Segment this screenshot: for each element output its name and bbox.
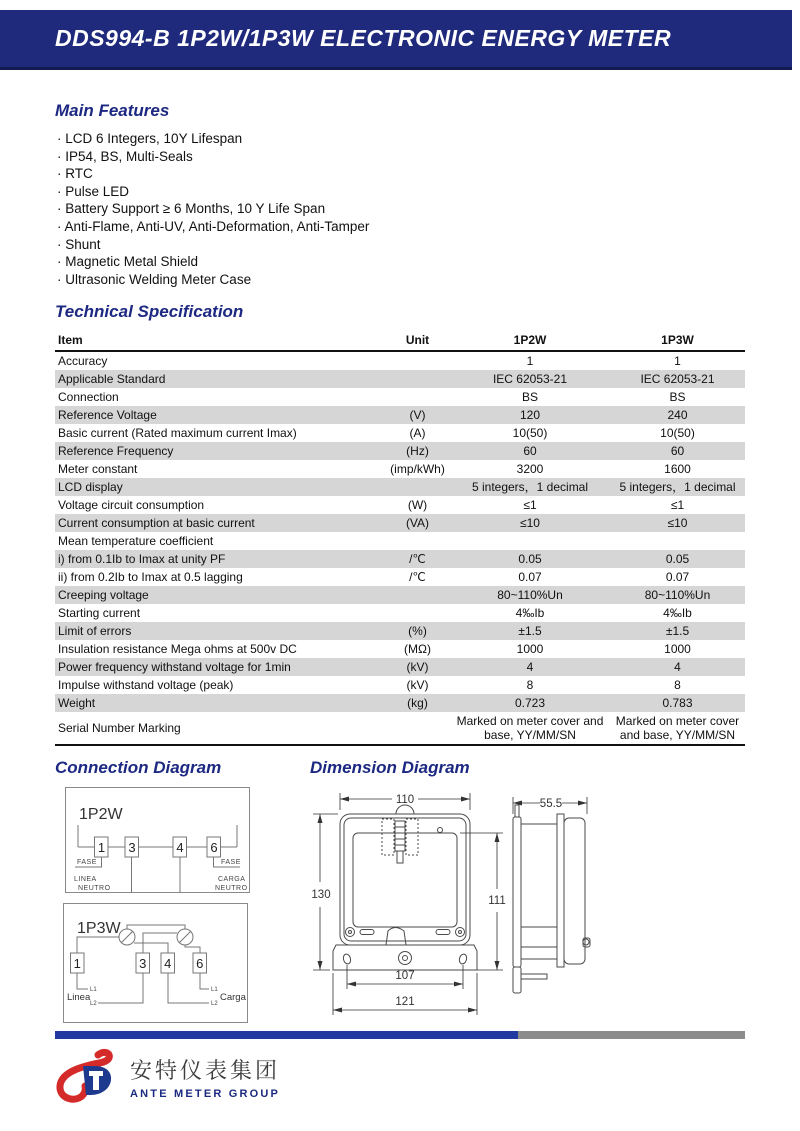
cell-unit — [385, 478, 450, 496]
svg-text:FASE: FASE — [221, 859, 241, 866]
svg-text:4: 4 — [176, 840, 184, 855]
cell-item: Reference Voltage — [58, 407, 157, 422]
cell-1p3w: 0.783 — [662, 695, 693, 710]
table-row — [55, 406, 745, 424]
cell-unit: /℃ — [409, 551, 426, 566]
table-row — [55, 351, 745, 370]
dimension-diagram — [300, 777, 780, 1019]
svg-text:6: 6 — [196, 956, 204, 971]
cell-item: Limit of errors — [58, 623, 132, 638]
table-row — [55, 676, 745, 694]
svg-text:L1: L1 — [90, 987, 97, 993]
cell-1p2w: 80~110%Un — [497, 587, 563, 602]
cell-1p3w: 4 — [674, 659, 681, 674]
dim-holes-107: 107 — [395, 970, 415, 982]
cell-1p2w: 4 — [526, 659, 534, 674]
cell-1p2w: 1 — [526, 353, 534, 368]
dim-width-110: 110 — [395, 794, 415, 806]
cell-1p3w: IEC 62053-21 — [640, 371, 715, 386]
cell-unit: (A) — [409, 425, 426, 440]
cell-1p3w: 4‰Ib — [663, 605, 692, 620]
cell-1p3w: 1000 — [664, 641, 691, 656]
cell-item: Voltage circuit consumption — [58, 497, 205, 512]
divider-gray-segment — [518, 1031, 745, 1039]
svg-text:3: 3 — [139, 956, 147, 971]
footer-divider — [55, 1031, 745, 1039]
cell-1p3w: ≤10 — [667, 515, 688, 530]
table-row — [55, 712, 745, 745]
col-header-1p2w: 1P2W — [450, 330, 610, 351]
cell-1p3w: 60 — [670, 443, 685, 458]
cell-1p2w: IEC 62053-21 — [492, 371, 568, 386]
table-row — [55, 478, 745, 496]
cell-unit: (Hz) — [406, 443, 429, 458]
cell-unit: (W) — [407, 497, 428, 512]
cell-1p3w: 1 — [674, 353, 681, 368]
table-row — [55, 460, 745, 478]
cell-1p3w: 1600 — [664, 461, 691, 476]
meter-front-view — [333, 805, 477, 970]
cell-unit: (MΩ) — [404, 641, 431, 656]
cell-1p3w: 0.07 — [665, 569, 690, 584]
title-bar — [0, 10, 792, 70]
connection-diagram-heading: Connection Diagram — [55, 758, 222, 777]
cell-1p3w: BS — [669, 389, 686, 404]
cell-unit — [385, 532, 450, 550]
technical-specification-heading: Technical Specification — [55, 302, 244, 321]
table-row — [55, 604, 745, 622]
table-row — [55, 586, 745, 604]
cell-unit — [385, 712, 450, 745]
cell-1p3w — [610, 532, 745, 550]
svg-text:L1: L1 — [211, 987, 218, 993]
cell-1p3w: 240 — [667, 407, 688, 422]
cell-unit: (VA) — [405, 515, 430, 530]
footer-logo-block — [52, 1048, 280, 1106]
company-name-cn: 安特仪表集团 — [130, 1058, 281, 1083]
col-header-unit: Unit — [385, 330, 450, 351]
table-row — [55, 532, 745, 550]
cell-1p2w: ≤10 — [520, 515, 540, 530]
cell-1p2w: 5 integers，1 decimal — [471, 479, 589, 494]
cell-item: Basic current (Rated maximum current Imax) — [58, 425, 297, 440]
cell-item: Insulation resistance Mega ohms at 500v DC — [58, 641, 297, 656]
cell-unit: (V) — [409, 407, 426, 422]
svg-text:Linea: Linea — [67, 992, 91, 1003]
main-features-list — [57, 130, 369, 288]
cell-item: Power frequency withstand voltage for 1min — [58, 659, 291, 674]
cell-1p2w: ±1.5 — [518, 623, 542, 638]
cell-1p3w: 0.05 — [665, 551, 690, 566]
cell-item: Weight — [58, 695, 96, 710]
spec-table-header-row — [55, 330, 745, 351]
feature-item: · Battery Support ≥ 6 Months, 10 Y Life Span — [57, 200, 369, 218]
cell-1p2w: 1000 — [516, 641, 544, 656]
cell-1p3w: 5 integers，1 decimal — [619, 479, 736, 494]
dim-depth-55-5: 55.5 — [539, 798, 563, 810]
cell-item: Applicable Standard — [58, 371, 166, 386]
cell-item: i) from 0.1Ib to Imax at unity PF — [58, 551, 226, 566]
cell-unit — [385, 351, 450, 370]
feature-item: · Shunt — [57, 236, 369, 254]
spec-table — [55, 330, 745, 746]
cell-item: Starting current — [58, 605, 141, 620]
divider-blue-segment — [55, 1031, 518, 1039]
dimension-lines — [313, 793, 587, 1015]
cell-1p3w: 8 — [674, 677, 681, 692]
cell-1p2w: 4‰Ib — [515, 605, 545, 620]
cell-unit: (kg) — [407, 695, 428, 710]
connection-diagram-1p2w — [65, 787, 250, 893]
cell-unit — [385, 388, 450, 406]
cell-item: Current consumption at basic current — [58, 515, 255, 530]
svg-text:1P2W: 1P2W — [79, 806, 123, 823]
cell-item: LCD display — [58, 479, 123, 494]
cell-1p2w: Marked on meter cover and base, YY/MM/SN — [456, 713, 604, 742]
feature-item: · RTC — [57, 165, 369, 183]
main-features-heading: Main Features — [55, 101, 170, 120]
feature-item: · Ultrasonic Welding Meter Case — [57, 271, 369, 289]
cell-item: Reference Frequency — [58, 443, 174, 458]
table-row — [55, 640, 745, 658]
cell-1p2w: ≤1 — [523, 497, 537, 512]
cell-1p2w: 120 — [519, 407, 541, 422]
cell-1p3w: 80~110%Un — [644, 587, 711, 602]
cell-unit: (kV) — [406, 677, 429, 692]
table-row — [55, 622, 745, 640]
cell-item: Mean temperature coefficient — [58, 533, 214, 548]
cell-1p2w: 0.723 — [514, 695, 546, 710]
cell-1p2w: 10(50) — [512, 425, 548, 440]
cell-unit: (%) — [408, 623, 427, 638]
svg-text:LINEA: LINEA — [74, 876, 97, 883]
cell-unit: (kV) — [406, 659, 429, 674]
dim-inner-111: 111 — [488, 895, 506, 907]
dimension-labels — [311, 794, 562, 1008]
cell-1p2w: 0.05 — [518, 551, 542, 566]
table-row — [55, 568, 745, 586]
cell-1p3w: ±1.5 — [665, 623, 690, 638]
cell-unit: (imp/kWh) — [390, 461, 445, 476]
svg-text:3: 3 — [128, 840, 136, 855]
cell-1p2w: 3200 — [516, 461, 544, 476]
company-name-en: ANTE METER GROUP — [130, 1088, 281, 1100]
cell-unit: /℃ — [409, 569, 426, 584]
cell-1p2w — [450, 532, 610, 550]
table-row — [55, 496, 745, 514]
svg-text:4: 4 — [164, 956, 172, 971]
cell-item: Meter constant — [58, 461, 138, 476]
svg-text:NEUTRO: NEUTRO — [215, 885, 248, 892]
dimension-diagram-heading: Dimension Diagram — [310, 758, 470, 777]
cell-1p2w: 8 — [526, 677, 534, 692]
table-row — [55, 424, 745, 442]
table-row — [55, 442, 745, 460]
svg-text:6: 6 — [210, 840, 218, 855]
cell-item: Impulse withstand voltage (peak) — [58, 677, 234, 692]
table-row — [55, 370, 745, 388]
svg-text:L2: L2 — [90, 1001, 97, 1007]
feature-item: · Magnetic Metal Shield — [57, 253, 369, 271]
cell-item: Accuracy — [58, 353, 108, 368]
svg-text:1: 1 — [73, 956, 81, 971]
svg-text:Carga: Carga — [220, 992, 246, 1003]
dim-base-121: 121 — [395, 996, 415, 1008]
table-row — [55, 514, 745, 532]
feature-item: · LCD 6 Integers, 10Y Lifespan — [57, 130, 369, 148]
svg-text:CARGA: CARGA — [218, 876, 246, 883]
cell-item: Connection — [58, 389, 119, 404]
dimension-arrowheads — [318, 797, 588, 1013]
col-header-1p3w: 1P3W — [610, 330, 745, 351]
feature-item: · Pulse LED — [57, 183, 369, 201]
svg-text:1: 1 — [97, 840, 106, 855]
ante-logo-icon — [52, 1048, 120, 1106]
svg-text:NEUTRO: NEUTRO — [78, 885, 111, 892]
connection-diagram-1p3w — [63, 903, 248, 1023]
cell-unit — [385, 604, 450, 622]
table-row — [55, 658, 745, 676]
feature-item: · IP54, BS, Multi-Seals — [57, 148, 369, 166]
cell-unit — [385, 370, 450, 388]
table-row — [55, 388, 745, 406]
svg-text:FASE: FASE — [77, 859, 97, 866]
col-header-item: Item — [55, 330, 385, 351]
cell-1p3w: ≤1 — [670, 497, 685, 512]
dim-height-130: 130 — [311, 889, 331, 901]
cell-1p3w: 10(50) — [660, 425, 695, 440]
svg-text:L2: L2 — [211, 1001, 218, 1007]
cell-1p2w: BS — [521, 389, 538, 404]
page-title: DDS994-B 1P2W/1P3W ELECTRONIC ENERGY METER — [55, 25, 672, 51]
cell-unit — [385, 586, 450, 604]
feature-item: · Anti-Flame, Anti-UV, Anti-Deformation, Anti-Tamper — [57, 218, 369, 236]
cell-1p2w: 0.07 — [518, 569, 542, 584]
meter-side-view — [513, 805, 590, 993]
cell-item: Serial Number Marking — [58, 720, 181, 735]
table-row — [55, 694, 745, 712]
cell-1p2w: 60 — [523, 443, 537, 458]
table-row — [55, 550, 745, 568]
cell-item: Creeping voltage — [58, 587, 149, 602]
cell-1p3w: Marked on meter cover and base, YY/MM/SN — [615, 713, 740, 742]
svg-text:1P3W: 1P3W — [77, 920, 121, 937]
cell-item: ii) from 0.2Ib to Imax at 0.5 lagging — [58, 569, 243, 584]
